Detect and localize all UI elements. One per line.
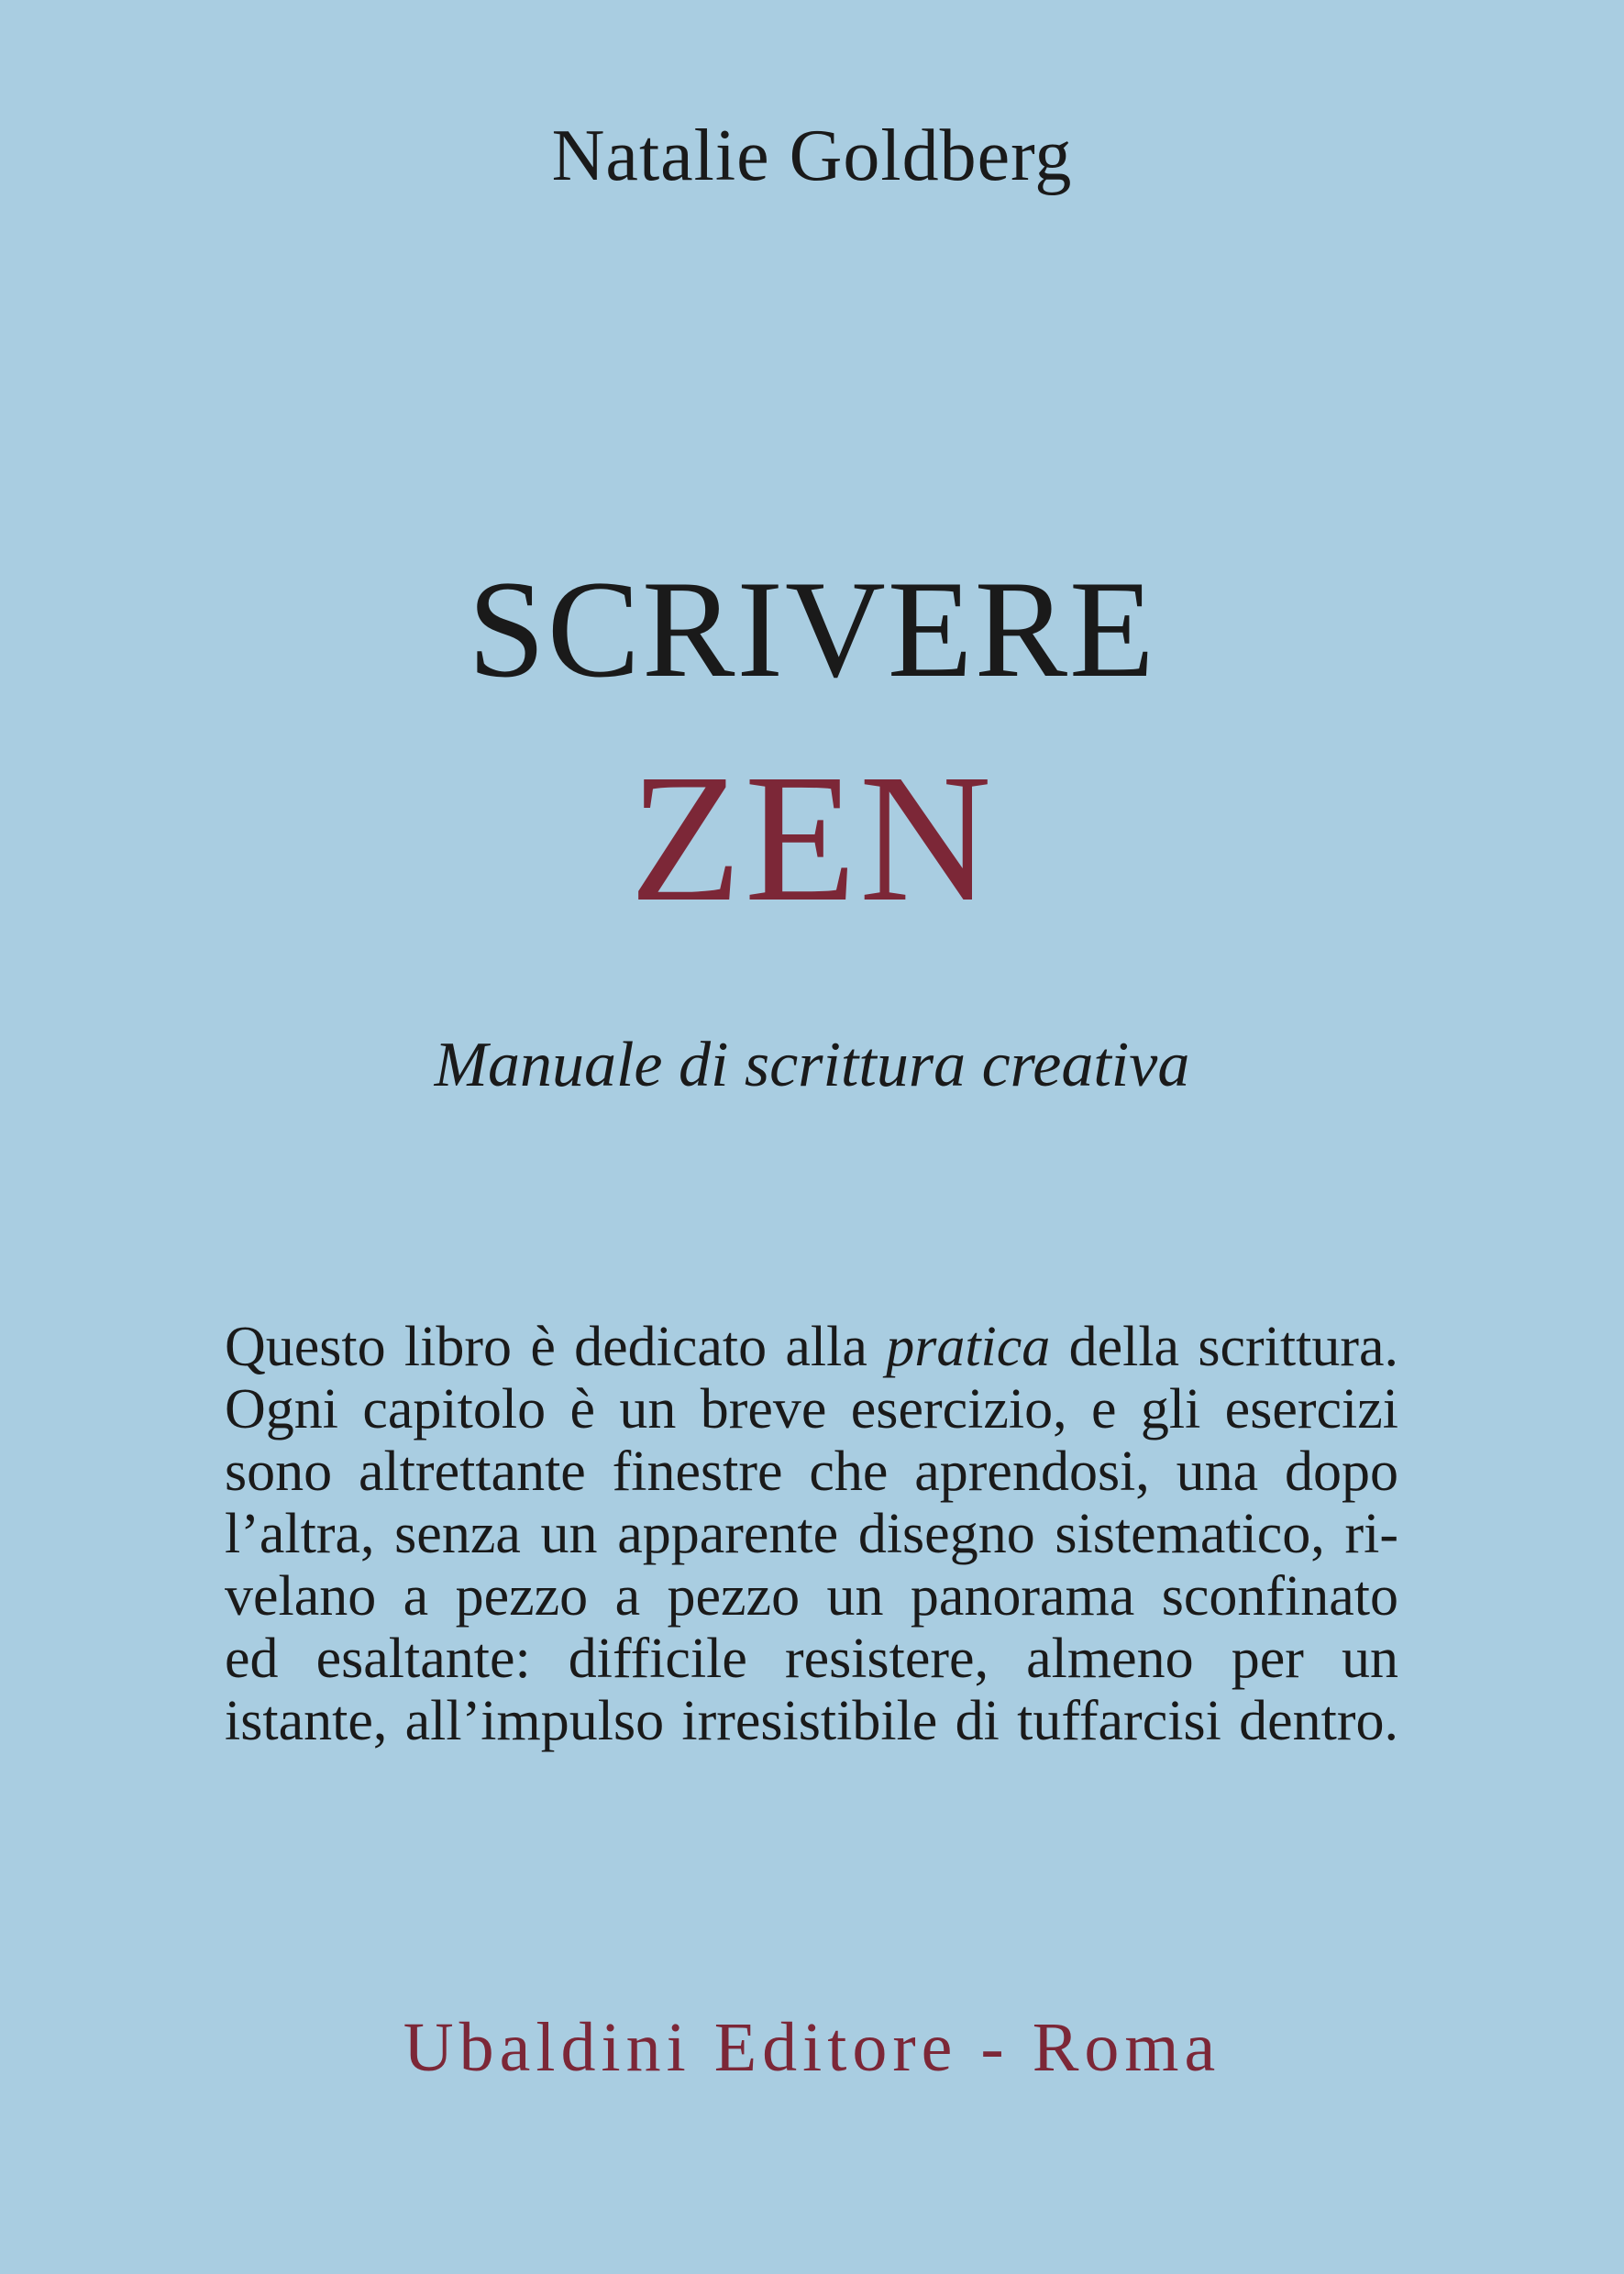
author-name: Natalie Goldberg (551, 116, 1073, 196)
blurb-line-1 (225, 1316, 1398, 1378)
blurb-line-5: velano a pezzo a pezzo un panorama sconfinato (225, 1565, 1398, 1628)
blurb-line-3: sono altrettante finestre che aprendosi, una dopo (225, 1441, 1398, 1503)
blurb-line-2: Ogni capitolo è un breve esercizio, e gli esercizi (225, 1378, 1398, 1441)
title-line-1: SCRIVERE (468, 552, 1156, 706)
blurb-text: della scrittura. (1050, 1316, 1398, 1378)
blurb-line-7: istante, all’impulso irresistibile di tuffarcisi dentro. (225, 1690, 1398, 1752)
blurb-emphasis: pratica (886, 1316, 1051, 1378)
subtitle: Manuale di scrittura creativa (434, 1030, 1190, 1100)
blurb-paragraph (225, 1316, 1398, 1752)
blurb-text: Questo libro è dedicato alla (225, 1316, 887, 1378)
publisher-name: Ubaldini Editore - Roma (403, 2009, 1221, 2086)
blurb-line-4: l’altra, senza un apparente disegno sistematico, ri- (225, 1503, 1398, 1565)
title-line-2: ZEN (629, 737, 995, 940)
blurb-line-6: ed esaltante: difficile resistere, almeno per un (225, 1628, 1398, 1690)
